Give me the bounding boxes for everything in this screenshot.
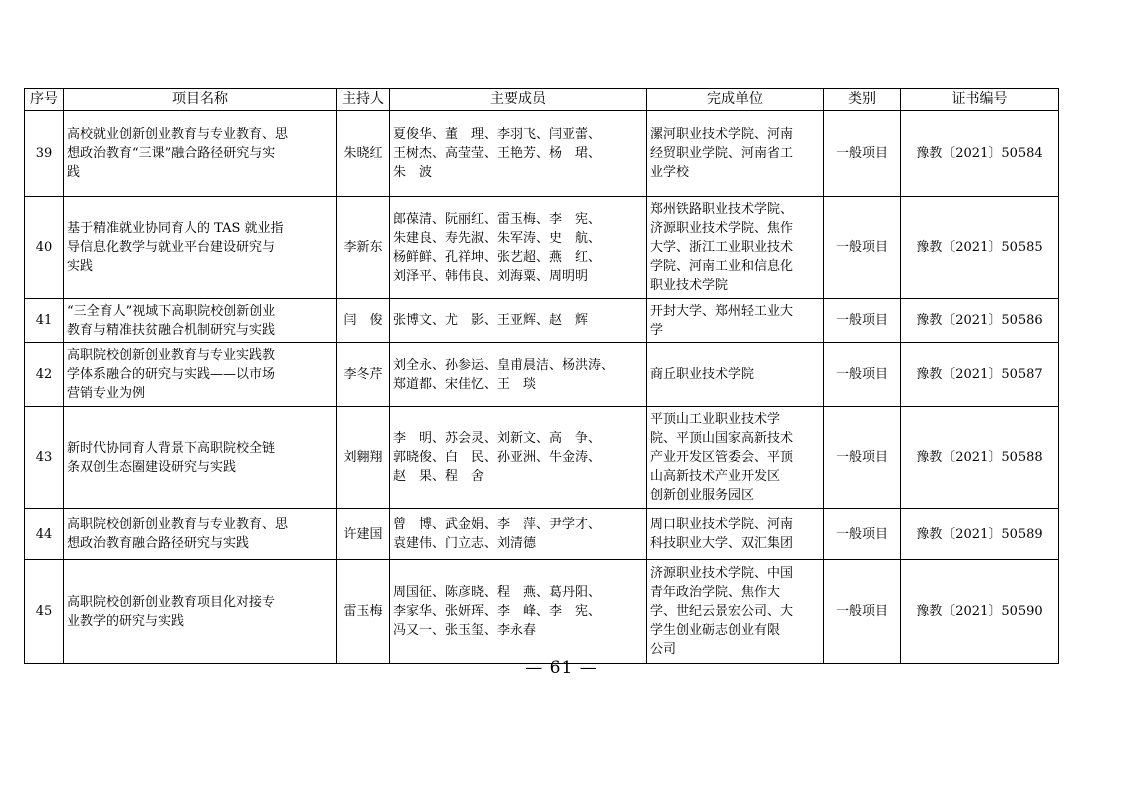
members-list: 李 明、苏会灵、刘新文、高 争、 郭晓俊、白 民、孙亚洲、牛金涛、 赵 果、程 舍	[390, 407, 647, 509]
page-number: — 61 —	[525, 658, 598, 678]
host-name: 闫 俊	[337, 299, 390, 343]
completion-unit: 济源职业技术学院、中国 青年政治学院、焦作大 学、世纪云景宏公司、大 学生创业砺志创业有限 公司	[647, 560, 824, 664]
completion-unit: 平顶山工业职业技术学 院、平顶山国家高新技术 产业开发区管委会、平顶 山高新技术产业开发区 创新创业服务园区	[647, 407, 824, 509]
members-list: 张博文、尤 影、王亚辉、赵 辉	[390, 299, 647, 343]
category: 一般项目	[824, 299, 901, 343]
certificate-number: 豫教〔2021〕50584	[901, 111, 1059, 197]
completion-unit: 漯河职业技术学院、河南 经贸职业学院、河南省工 业学校	[647, 111, 824, 197]
category: 一般项目	[824, 509, 901, 560]
category: 一般项目	[824, 407, 901, 509]
category: 一般项目	[824, 197, 901, 299]
row-number: 44	[25, 509, 64, 560]
table-row	[25, 299, 1059, 343]
project-name: “三全育人”视域下高职院校创新创业 教育与精准扶贫融合机制研究与实践	[64, 299, 337, 343]
members-list: 曾 博、武金娟、李 萍、尹学才、 袁建伟、门立志、刘清德	[390, 509, 647, 560]
header-category: 类别	[824, 89, 901, 111]
header-members: 主要成员	[390, 89, 647, 111]
completion-unit: 周口职业技术学院、河南 科技职业大学、双汇集团	[647, 509, 824, 560]
table-row	[25, 343, 1059, 407]
row-number: 39	[25, 111, 64, 197]
members-list: 周国征、陈彦晓、程 燕、葛丹阳、 李家华、张妍珲、李 峰、李 宪、 冯又一、张玉玺、李永春	[390, 560, 647, 664]
project-name: 高职院校创新创业教育项目化对接专 业教学的研究与实践	[64, 560, 337, 664]
members-list: 刘全永、孙参运、皇甫晨洁、杨洪涛、 郑道都、宋佳忆、王 琰	[390, 343, 647, 407]
header-host: 主持人	[337, 89, 390, 111]
host-name: 雷玉梅	[337, 560, 390, 664]
host-name: 李冬芹	[337, 343, 390, 407]
completion-unit: 郑州铁路职业技术学院、 济源职业技术学院、焦作 大学、浙江工业职业技术 学院、河南工业和信息化 职业技术学院	[647, 197, 824, 299]
project-name: 基于精准就业协同育人的 TAS 就业指 导信息化教学与就业平台建设研究与 实践	[64, 197, 337, 299]
category: 一般项目	[824, 343, 901, 407]
members-list: 郎葆清、阮丽红、雷玉梅、李 宪、 朱建良、寿先淑、朱军涛、史 航、 杨鲜鲜、孔祥坤、张艺超、燕 红、 刘泽平、韩伟良、刘海粟、周明明	[390, 197, 647, 299]
host-name: 许建国	[337, 509, 390, 560]
category: 一般项目	[824, 560, 901, 664]
header-project-name: 项目名称	[64, 89, 337, 111]
header-row	[25, 89, 1059, 111]
certificate-number: 豫教〔2021〕50587	[901, 343, 1059, 407]
header-unit: 完成单位	[647, 89, 824, 111]
awards-table	[24, 88, 1059, 664]
table-row	[25, 111, 1059, 197]
row-number: 40	[25, 197, 64, 299]
certificate-number: 豫教〔2021〕50589	[901, 509, 1059, 560]
project-name: 新时代协同育人背景下高职院校全链 条双创生态圈建设研究与实践	[64, 407, 337, 509]
header-cert: 证书编号	[901, 89, 1059, 111]
header-num: 序号	[25, 89, 64, 111]
project-name: 高职院校创新创业教育与专业实践教 学体系融合的研究与实践——以市场 营销专业为例	[64, 343, 337, 407]
host-name: 李新东	[337, 197, 390, 299]
table-row	[25, 509, 1059, 560]
certificate-number: 豫教〔2021〕50586	[901, 299, 1059, 343]
host-name: 朱晓红	[337, 111, 390, 197]
certificate-number: 豫教〔2021〕50588	[901, 407, 1059, 509]
certificate-number: 豫教〔2021〕50585	[901, 197, 1059, 299]
row-number: 41	[25, 299, 64, 343]
completion-unit: 开封大学、郑州轻工业大 学	[647, 299, 824, 343]
row-number: 43	[25, 407, 64, 509]
project-name: 高校就业创新创业教育与专业教育、思 想政治教育“三课”融合路径研究与实 践	[64, 111, 337, 197]
project-name: 高职院校创新创业教育与专业教育、思 想政治教育融合路径研究与实践	[64, 509, 337, 560]
table-row	[25, 407, 1059, 509]
table-row	[25, 197, 1059, 299]
completion-unit: 商丘职业技术学院	[647, 343, 824, 407]
row-number: 42	[25, 343, 64, 407]
certificate-number: 豫教〔2021〕50590	[901, 560, 1059, 664]
row-number: 45	[25, 560, 64, 664]
members-list: 夏俊华、董 理、李羽飞、闫亚蕾、 王树杰、高莹莹、王艳芳、杨 珺、 朱 波	[390, 111, 647, 197]
category: 一般项目	[824, 111, 901, 197]
host-name: 刘翱翔	[337, 407, 390, 509]
table-row	[25, 560, 1059, 664]
